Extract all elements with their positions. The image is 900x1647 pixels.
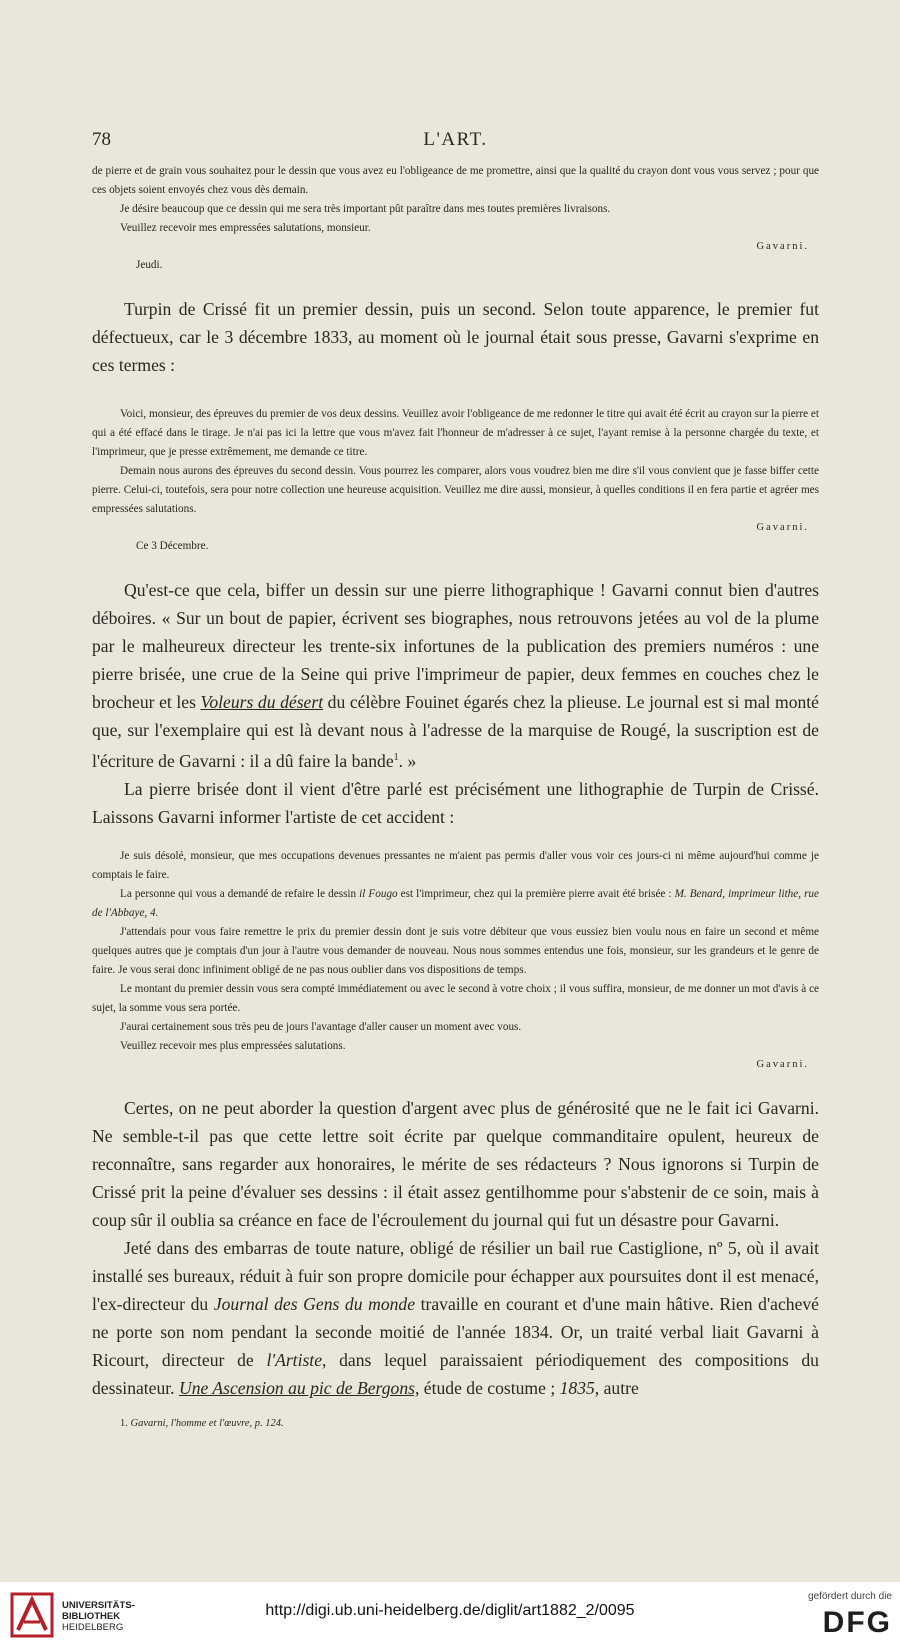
letter-1-line: Je désire beaucoup que ce dessin qui me sera très important pût paraître dans mes toutes premières livraisons. [120,203,611,215]
italic-title: l'Artiste [266,1349,323,1370]
letter-3-line: J'attendais pour vous faire remettre le prix du premier dessin dont je suis votre débiteur que vous eussiez bien voulu nous en faire un second et même quelques autres que je comptais d'un jour à l'autre vous demander de nouveau. Nous nous sommes entendus une fois, monsieur, sur les grandeurs et le genre de faire. Je vous serai donc infiniment obligé de ne pas nous oublier dans vos dispositions de temps. [92,925,819,976]
text-run: , dans lequel paraissaient périodiquement des compositions du dessinateur. [92,1349,819,1398]
text-run: , autre [594,1377,639,1398]
running-title: L'ART. [423,129,488,150]
text-run: du célèbre Fouinet égarés chez la plieuse. Le journal est si mal monté que, sur l'exemplaire qui est là devant nous à l'adresse de la marquise de Rougé, la suscription est de l'écriture de Gavarni : il a dû faire la bande [92,692,819,771]
letter-3-line: J'aurai certainement sous très peu de jours l'avantage d'aller causer un moment avec vous. [120,1020,522,1033]
text-run: . » [398,750,417,771]
page-header [92,126,819,162]
library-name-line: BIBLIOTHEK [62,1611,121,1622]
dateline: Ce 3 Décembre. [136,540,209,552]
body-paragraph [92,576,819,831]
letter-3-line: Le montant du premier dessin vous sera compté immédiatement ou avec le second à votre choix ; il vous suffira, monsieur, de me donner un mot d'avis à ce sujet, la somme vous sera portée. [92,982,819,1014]
italic-year: 1835 [559,1377,595,1398]
letter-1-line: Veuillez recevoir mes empressées salutations, monsieur. [120,222,371,234]
body-paragraph [92,295,819,379]
sponsor-text: gefördert durch die [808,1591,892,1602]
letter-1 [92,162,819,238]
letter-2-line: Voici, monsieur, des épreuves du premier de vos deux dessins. Veuillez avoir l'obligeance de me redonner le titre qui avait été écrit au crayon sur la pierre et qui a été effacé dans le tirage. Je n'ai pas ici la lettre que vous m'avez fait l'honneur de m'adresser à ce sujet, l'ayant remise à la personne chargée du texte, et l'imprimeur, que je presse extrêmement, me demande ce titre. [92,408,819,458]
paragraph-5 [92,1234,819,1402]
permalink-url[interactable]: http://digi.ub.uni-heidelberg.de/diglit/art1882_2/0095 [265,1602,635,1619]
text-run: La personne qui vous a demandé de refaire le dessin [120,887,360,900]
dfg-logo[interactable]: DFG [822,1606,892,1639]
text-run: travaille en courant et d'une main hâtive. Rien d'achevé ne porte son nom pendant la seconde moitié de l'année 1834. Or, un traité verbal liait Gavarni à Ricourt, directeur de [92,1293,819,1370]
page-number: 78 [92,129,111,150]
letter-3 [92,847,819,1056]
paragraph-4: Certes, on ne peut aborder la question d'argent avec plus de générosité que ne le fait ici Gavarni. Ne semble-t-il pas que cette lettre soit écrite par quelque commanditaire opulent, heureux de reconnaître, sans regarder aux honoraires, le mérite de ses rédacteurs ? Nous ignorons si Turpin de Crissé prit la peine d'évaluer ses dessins : il était assez gentilhomme pour s'abstenir de ce soin, mais à coup sûr il oublia sa créance en face de l'écroulement du journal qui fut un désastre pour Gavarni. [92,1097,819,1230]
signature: Gavarni. [756,241,809,252]
footnote-number: 1. [120,1417,128,1429]
letter-3-line [92,885,819,923]
letter-1-line: de pierre et de grain vous souhaitez pour le dessin que vous avez eu l'obligeance de me promettre, ainsi que la qualité du crayon dont vous vous servez ; pour que ces objets soient envoyés chez vous dès demain. [92,165,819,196]
italic-address: M. Benard, imprimeur lithe, rue de l'Abbaye, 4. [92,887,819,919]
paragraph-3: La pierre brisée dont il vient d'être parlé est précisément une lithographie de Turpin de Crissé. Laissons Gavarni informer l'artiste de cet accident : [92,778,819,827]
italic-title: Voleurs du désert [200,692,324,712]
letter-3-line: Veuillez recevoir mes plus empressées salutations. [120,1039,346,1052]
signature: Gavarni. [756,1058,809,1070]
text-run: Jeté dans des embarras de toute nature, obligé de résilier un bail rue Castiglione, nº 5, où il avait installé ses bureaux, réduit à fuir son propre domicile pour échapper aux poursuites dont il est menacé, l'ex-directeur du [92,1237,819,1314]
paragraph-2 [92,576,819,775]
signature: Gavarni. [756,522,809,533]
library-name-line: UNIVERSITÄTS- [62,1600,135,1611]
letter-2 [92,405,819,519]
letter-3-line: Je suis désolé, monsieur, que mes occupations devenues pressantes ne m'aient pas permis d'aller vous voir ces jours-ci ni même aujourd'hui comme je comptais le faire. [92,849,819,881]
paragraph-1: Turpin de Crissé fit un premier dessin, puis un second. Selon toute apparence, le premier fut défectueux, car le 3 décembre 1833, au moment où le journal était sous presse, Gavarni s'exprime en ces termes : [92,299,819,375]
text-run: Qu'est-ce que cela, biffer un dessin sur une pierre lithographique ! Gavarni connut bien d'autres déboires. « Sur un bout de papier, écrivent ses biographes, nous retrouvons jetées au vol de la plume par le malheureux directeur les trente-six infortunes de la publication des premiers numéros : une pierre brisée, une crue de la Seine qui prive l'imprimeur de papier, deux femmes en couches chez le brocheur et les [92,580,819,712]
italic-title: il Fougo [359,887,398,900]
footnote [92,1416,819,1432]
body-paragraph [92,1094,819,1402]
italic-title: Journal des Gens du monde [213,1293,416,1314]
text-run: est l'imprimeur, chez qui la première pierre avait été brisée : [397,887,675,900]
footnote-text: Gavarni, l'homme et l'œuvre, p. 124. [130,1417,284,1429]
dateline: Jeudi. [136,259,163,271]
italic-title: Une Ascension au pic de Bergons, [178,1377,420,1398]
footnote-ref: 1 [393,752,399,763]
letter-2-line: Demain nous aurons des épreuves du second dessin. Vous pourrez les comparer, alors vous voudrez bien me dire s'il vous convient que je fasse biffer cette pierre. Celui-ci, toutefois, sera pour notre collection une heureuse acquisition. Veuillez me dire aussi, monsieur, à quelles conditions il en fera partie et agréer mes empressées salutations. [92,465,819,515]
library-name-line: HEIDELBERG [62,1622,124,1633]
page-content [92,126,819,1432]
viewer-footer [0,1582,900,1647]
text-run: étude de costume ; [419,1377,560,1398]
